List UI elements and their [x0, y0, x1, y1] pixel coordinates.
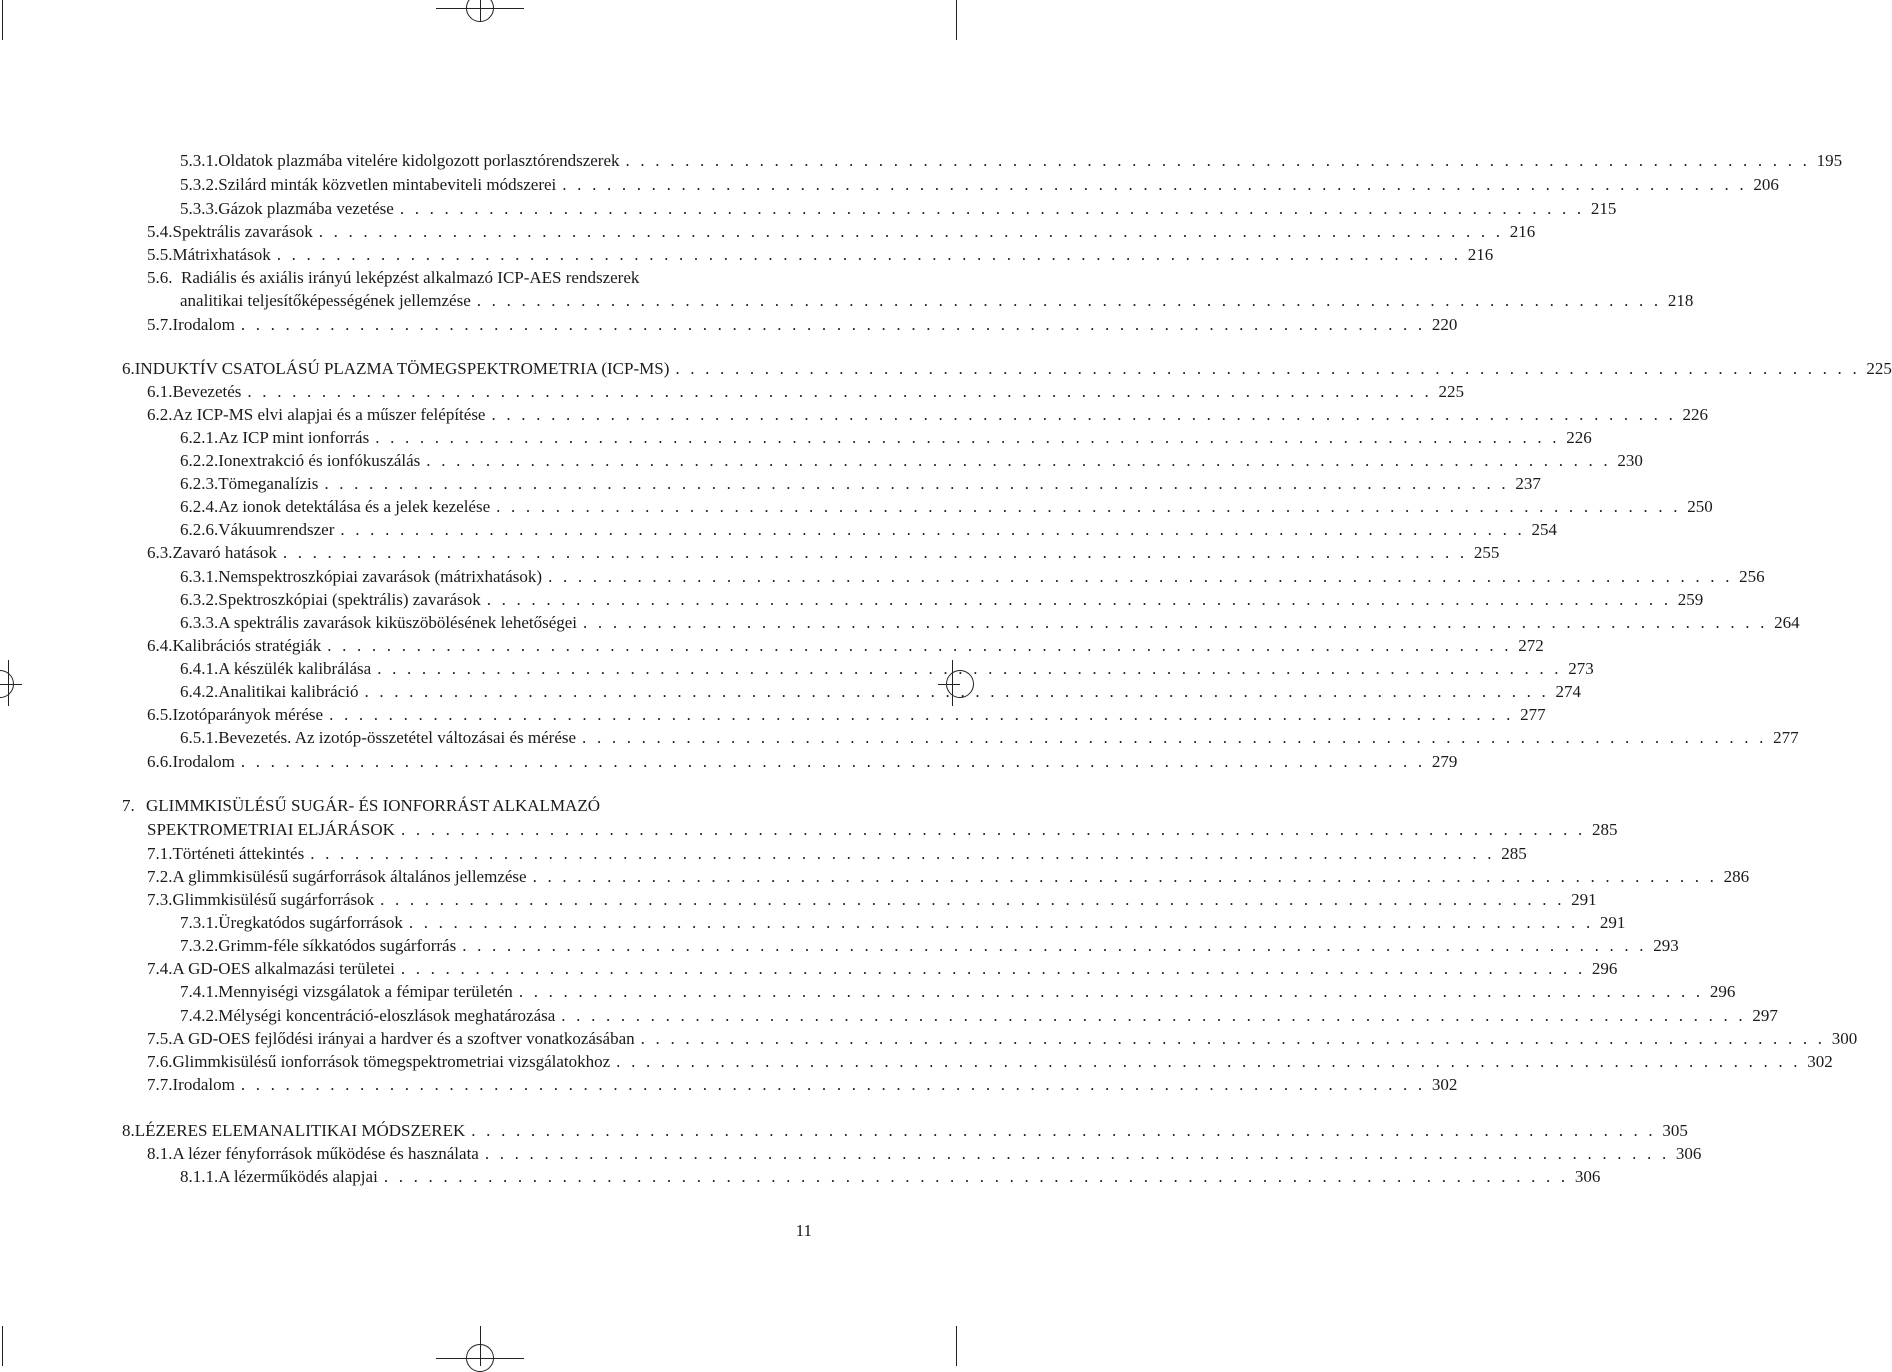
toc-entry-leader-dots: . . . . . . . . . . . . . . . . . . . . . . . . . . . . . . . . . . . . . . . . . . . . . . . . . . . . . . . . . . . . . . . . . . . . . . . . . . . . . . . .	[640, 1029, 1826, 1048]
toc-entry-page: 300	[1831, 1029, 1858, 1048]
toc-entry-leader-dots: . . . . . . . . . . . . . . . . . . . . . . . . . . . . . . . . . . . . . . . . . . . . . . . . . . . . . . . . . . . . . . . . . . . . . . . . . . . . . . . .	[276, 245, 1462, 264]
toc-entry-leader-dots: . . . . . . . . . . . . . . . . . . . . . . . . . . . . . . . . . . . . . . . . . . . . . . . . . . . . . . . . . . . . . . . . . . . . . . . . . . . . . . . .	[310, 844, 1495, 863]
toc-entry-page: 306	[1574, 1167, 1601, 1186]
toc-entry-leader-dots: . . . . . . . . . . . . . . . . . . . . . . . . . . . . . . . . . . . . . . . . . . . . . . . . . . . . . . . . . . . . . . . . . . . . . . . . . . . . . . . .	[616, 1052, 1801, 1071]
toc-entry-number: 5.3.2.	[180, 175, 219, 194]
toc-entry[interactable]	[147, 1143, 1702, 1165]
toc-entry-page: 285	[1592, 820, 1618, 839]
toc-entry-leader-dots: . . . . . . . . . . . . . . . . . . . . . . . . . . . . . . . . . . . . . . . . . . . . . . . . . . . . . . . . . . . . . . . . . . . . . . . . . . . . . . . .	[562, 175, 1747, 194]
toc-entry-number: 8.1.1.	[180, 1167, 219, 1186]
toc-entry-leader-dots: . . . . . . . . . . . . . . . . . . . . . . . . . . . . . . . . . . . . . . . . . . . . . . . . . . . . . . . . . . . . . . . . . . . . . . . . . . . . . . . .	[496, 497, 1681, 516]
toc-entry-number: 7.3.1.	[180, 913, 219, 932]
toc-entry-page: 293	[1653, 936, 1679, 955]
toc-entry-page: 259	[1677, 590, 1704, 609]
toc-entry-title: Irodalom	[172, 1075, 235, 1094]
toc-entry[interactable]	[122, 1120, 1688, 1142]
toc-entry[interactable]	[180, 1005, 1778, 1027]
toc-entry[interactable]	[147, 751, 1458, 773]
toc-entry-leader-dots: . . . . . . . . . . . . . . . . . . . . . . . . . . . . . . . . . . . . . . . . . . . . . . . . . . . . . . . . . . . . . . . . . . . . . . . . . . . . . . . .	[240, 1075, 1426, 1094]
toc-entry[interactable]	[180, 473, 1541, 495]
toc-entry-page: 206	[1753, 175, 1779, 194]
toc-entry-page: 273	[1568, 659, 1594, 678]
toc-entry-leader-dots: . . . . . . . . . . . . . . . . . . . . . . . . . . . . . . . . . . . . . . . . . . . . . . . . . . . . . . . . . . . . . . . . . . . . . . . . . . . . . . . .	[582, 728, 1767, 747]
toc-entry[interactable]	[180, 727, 1799, 749]
toc-entry[interactable]	[180, 589, 1704, 611]
toc-entry-title: Nemspektroszkópiai zavarások (mátrixhatások)	[218, 567, 543, 586]
toc-entry-number: 6.2.6.	[180, 520, 219, 539]
toc-entry-page: 264	[1774, 613, 1800, 632]
toc-entry-leader-dots: . . . . . . . . . . . . . . . . . . . . . . . . . . . . . . . . . . . . . . . . . . . . . . . . . . . . . . . . . . . . . . . . . . . . . . . . . . . . . . . .	[583, 613, 1768, 632]
toc-entry-title: Üregkatódos sugárforrások	[218, 913, 403, 932]
toc-entry-title: Izotóparányok mérése	[172, 705, 324, 724]
toc-entry-leader-dots: . . . . . . . . . . . . . . . . . . . . . . . . . . . . . . . . . . . . . . . . . . . . . . . . . . . . . . . . . . . . . . . . . . . . . . . . . . . . . . . .	[377, 659, 1562, 678]
toc-entry-number: 8.	[122, 1121, 135, 1140]
toc-entry-title: Gázok plazmába vezetése	[218, 199, 394, 218]
toc-entry-number: 6.2.	[147, 405, 173, 424]
toc-entry-page: 306	[1675, 1144, 1702, 1163]
toc-entry-number: 6.3.1.	[180, 567, 219, 586]
toc-entry-number: 5.4.	[147, 222, 173, 241]
toc-entry-page: 226	[1682, 405, 1709, 424]
toc-entry-number: 5.3.1.	[180, 151, 219, 170]
toc-entry-leader-dots: . . . . . . . . . . . . . . . . . . . . . . . . . . . . . . . . . . . . . . . . . . . . . . . . . . . . . . . . . . . . . . . . . . . . . . . . . . . . . . . .	[380, 890, 1565, 909]
toc-entry-title: Szilárd minták közvetlen mintabeviteli módszerei	[218, 175, 557, 194]
toc-entry[interactable]	[147, 381, 1464, 403]
toc-entry-page: 277	[1520, 705, 1546, 724]
toc-entry-title: Tömeganalízis	[218, 474, 319, 493]
toc-entry[interactable]	[180, 198, 1617, 220]
toc-entry[interactable]	[147, 221, 1536, 243]
toc-entry[interactable]	[180, 1166, 1601, 1188]
toc-entry-leader-dots: . . . . . . . . . . . . . . . . . . . . . . . . . . . . . . . . . . . . . . . . . . . . . . . . . . . . . . . . . . . . . . . . . . . . . . . . . . . . . . . .	[408, 913, 1594, 932]
toc-entry[interactable]	[180, 427, 1592, 449]
toc-entry-page: 296	[1709, 982, 1736, 1001]
toc-entry-page: 286	[1723, 867, 1750, 886]
toc-entry-number: 8.1.	[147, 1144, 173, 1163]
toc-entry[interactable]	[180, 150, 1843, 172]
toc-entry[interactable]	[147, 819, 1618, 841]
toc-entry-page: 254	[1531, 520, 1557, 539]
toc-entry-number: 6.3.3.	[180, 613, 219, 632]
toc-entry-page: 297	[1752, 1006, 1778, 1025]
toc-entry-number: 6.4.1.	[180, 659, 219, 678]
toc-entry[interactable]	[147, 244, 1494, 266]
toc-entry-leader-dots: . . . . . . . . . . . . . . . . . . . . . . . . . . . . . . . . . . . . . . . . . . . . . . . . . . . . . . . . . . . . . . . . . . . . . . . . . . . . . . . .	[625, 151, 1811, 170]
toc-entry-page: 220	[1431, 315, 1458, 334]
toc-entry[interactable]	[180, 519, 1557, 541]
toc-entry-leader-dots: . . . . . . . . . . . . . . . . . . . . . . . . . . . . . . . . . . . . . . . . . . . . . . . . . . . . . . . . . . . . . . . . . . . . . . . . . . . . . . . .	[247, 382, 1432, 401]
toc-entry[interactable]	[147, 404, 1709, 426]
toc-entry-leader-dots: . . . . . . . . . . . . . . . . . . . . . . . . . . . . . . . . . . . . . . . . . . . . . . . . . . . . . . . . . . . . . . . . . . . . . . . . . . . . . . . .	[240, 752, 1426, 771]
toc-entry[interactable]	[180, 174, 1779, 196]
toc-entry[interactable]	[180, 658, 1594, 680]
toc-entry-title: Az ICP-MS elvi alapjai és a műszer felépítése	[172, 405, 486, 424]
toc-entry-number: 6.4.2.	[180, 682, 219, 701]
toc-entry-leader-dots: . . . . . . . . . . . . . . . . . . . . . . . . . . . . . . . . . . . . . . . . . . . . . . . . . . . . . . . . . . . . . . . . . . . . . . . . . . . . . . . .	[675, 359, 1860, 378]
toc-entry-page: 256	[1739, 567, 1765, 586]
toc-entry-page: 226	[1566, 428, 1592, 447]
toc-entry-leader-dots: . . . . . . . . . . . . . . . . . . . . . . . . . . . . . . . . . . . . . . . . . . . . . . . . . . . . . . . . . . . . . . . . . . . . . . . . . . . . . . . .	[462, 936, 1647, 955]
toc-entry-page: 291	[1571, 890, 1597, 909]
toc-entry-page: 225	[1438, 382, 1464, 401]
toc-entry-page: 237	[1515, 474, 1541, 493]
toc-entry[interactable]	[180, 981, 1736, 1003]
toc-entry-page: 215	[1590, 199, 1617, 218]
toc-entry-leader-dots: . . . . . . . . . . . . . . . . . . . . . . . . . . . . . . . . . . . . . . . . . . . . . . . . . . . . . . . . . . . . . . . . . . . . . . . . . . . . . . . .	[282, 543, 1468, 562]
toc-entry-title: A spektrális zavarások kiküszöbölésének lehetőségei	[218, 613, 578, 632]
toc-entry-number: 7.6.	[147, 1052, 173, 1071]
toc-entry[interactable]	[122, 358, 1892, 380]
toc-entry-number: 6.	[122, 359, 135, 378]
toc-entry-leader-dots: . . . . . . . . . . . . . . . . . . . . . . . . . . . . . . . . . . . . . . . . . . . . . . . . . . . . . . . . . . . . . . . . . . . . . . . . . . . . . . . .	[561, 1006, 1746, 1025]
toc-entry-page: 302	[1807, 1052, 1833, 1071]
toc-entry-leader-dots: . . . . . . . . . . . . . . . . . . . . . . . . . . . . . . . . . . . . . . . . . . . . . . . . . . . . . . . . . . . . . . . . . . . . . . . . . . . . . . . .	[383, 1167, 1569, 1186]
toc-entry[interactable]	[180, 566, 1765, 588]
toc-entry[interactable]	[147, 267, 639, 289]
toc-entry-number: 6.2.2.	[180, 451, 219, 470]
toc-entry-number: 6.5.1.	[180, 728, 219, 747]
toc-entry-number: 6.3.	[147, 543, 173, 562]
toc-entry-title: Glimmkisülésű sugárforrások	[172, 890, 375, 909]
toc-entry-title: Analitikai kalibráció	[218, 682, 359, 701]
toc-entry-page: 277	[1773, 728, 1799, 747]
toc-entry-number: 5.5.	[147, 245, 173, 264]
toc-entry-page: 225	[1866, 359, 1892, 378]
toc-entry-number: 6.2.3.	[180, 474, 219, 493]
toc-entry[interactable]	[180, 935, 1679, 957]
toc-entry[interactable]	[147, 635, 1544, 657]
toc-entry-leader-dots: . . . . . . . . . . . . . . . . . . . . . . . . . . . . . . . . . . . . . . . . . . . . . . . . . . . . . . . . . . . . . . . . . . . . . . . . . . . . . . . .	[548, 567, 1733, 586]
toc-entry-title: Történeti áttekintés	[172, 844, 305, 863]
toc-entry-title: Oldatok plazmába vitelére kidolgozott porlasztórendszerek	[218, 151, 620, 170]
toc-entry[interactable]	[122, 795, 600, 817]
toc-entry-title: SPEKTROMETRIAI ELJÁRÁSOK	[147, 820, 395, 839]
toc-entry-number: 6.2.4.	[180, 497, 219, 516]
toc-entry-title: Glimmkisülésű ionforrások tömegspektrometriai vizsgálatokhoz	[172, 1052, 611, 1071]
toc-entry-number: 7.2.	[147, 867, 173, 886]
toc-entry-page: 296	[1591, 959, 1618, 978]
toc-entry-page: 305	[1662, 1121, 1688, 1140]
toc-entry-title: Bevezetés. Az izotóp-összetétel változásai és mérése	[218, 728, 577, 747]
toc-entry-title: GLIMMKISÜLÉSŰ SUGÁR- ÉS IONFORRÁST ALKALMAZÓ	[146, 796, 600, 815]
toc-entry-number: 7.	[122, 796, 135, 815]
toc-entry-title: Irodalom	[172, 315, 235, 334]
toc-entry-page: 291	[1599, 913, 1626, 932]
toc-entry-title: Grimm-féle síkkatódos sugárforrás	[218, 936, 457, 955]
toc-entry-title: Irodalom	[172, 752, 235, 771]
toc-entry-leader-dots: . . . . . . . . . . . . . . . . . . . . . . . . . . . . . . . . . . . . . . . . . . . . . . . . . . . . . . . . . . . . . . . . . . . . . . . . . . . . . . . .	[327, 636, 1512, 655]
toc-entry-number: 6.1.	[147, 382, 173, 401]
toc-entry-page: 274	[1555, 682, 1582, 701]
toc-entry-leader-dots: . . . . . . . . . . . . . . . . . . . . . . . . . . . . . . . . . . . . . . . . . . . . . . . . . . . . . . . . . . . . . . . . . . . . . . . . . . . . . . . .	[491, 405, 1677, 424]
toc-entry-number: 7.5.	[147, 1029, 173, 1048]
toc-entry-title: Mátrixhatások	[172, 245, 271, 264]
toc-entry-page: 285	[1501, 844, 1527, 863]
toc-entry-leader-dots: . . . . . . . . . . . . . . . . . . . . . . . . . . . . . . . . . . . . . . . . . . . . . . . . . . . . . . . . . . . . . . . . . . . . . . . . . . . . . . . .	[476, 291, 1662, 310]
toc-entry-number: 6.5.	[147, 705, 173, 724]
toc-entry-number: 6.6.	[147, 752, 173, 771]
toc-entry-title: A GD-OES alkalmazási területei	[172, 959, 395, 978]
toc-entry-leader-dots: . . . . . . . . . . . . . . . . . . . . . . . . . . . . . . . . . . . . . . . . . . . . . . . . . . . . . . . . . . . . . . . . . . . . . . . . . . . . . . . .	[426, 451, 1611, 470]
toc-entry-number: 7.3.2.	[180, 936, 219, 955]
toc-entry[interactable]	[147, 958, 1618, 980]
page-number: 11	[795, 1221, 812, 1240]
toc-entry-number: 7.4.1.	[180, 982, 219, 1001]
toc-entry-title: A készülék kalibrálása	[218, 659, 372, 678]
toc-entry-page: 250	[1687, 497, 1713, 516]
toc-entry-leader-dots: . . . . . . . . . . . . . . . . . . . . . . . . . . . . . . . . . . . . . . . . . . . . . . . . . . . . . . . . . . . . . . . . . . . . . . . . . . . . . . . .	[340, 520, 1525, 539]
toc-entry[interactable]	[147, 1051, 1833, 1073]
toc-entry-leader-dots: . . . . . . . . . . . . . . . . . . . . . . . . . . . . . . . . . . . . . . . . . . . . . . . . . . . . . . . . . . . . . . . . . . . . . . . . . . . . . . . .	[484, 1144, 1670, 1163]
toc-entry-page: 218	[1667, 291, 1694, 310]
toc-entry-leader-dots: . . . . . . . . . . . . . . . . . . . . . . . . . . . . . . . . . . . . . . . . . . . . . . . . . . . . . . . . . . . . . . . . . . . . . . . . . . . . . . . .	[400, 959, 1586, 978]
toc-entry-leader-dots: . . . . . . . . . . . . . . . . . . . . . . . . . . . . . . . . . . . . . . . . . . . . . . . . . . . . . . . . . . . . . . . . . . . . . . . . . . . . . . . .	[324, 474, 1509, 493]
toc-entry[interactable]	[180, 912, 1626, 934]
toc-entry-title: analitikai teljesítőképességének jellemzése	[180, 291, 471, 310]
toc-entry-title: Radiális és axiális irányú leképzést alkalmazó ICP-AES rendszerek	[181, 268, 640, 287]
toc-entry-title: Spektrális zavarások	[172, 222, 313, 241]
toc-entry[interactable]	[147, 542, 1500, 564]
toc-entry-leader-dots: . . . . . . . . . . . . . . . . . . . . . . . . . . . . . . . . . . . . . . . . . . . . . . . . . . . . . . . . . . . . . . . . . . . . . . . . . . . . . . . .	[486, 590, 1672, 609]
toc-entry-leader-dots: . . . . . . . . . . . . . . . . . . . . . . . . . . . . . . . . . . . . . . . . . . . . . . . . . . . . . . . . . . . . . . . . . . . . . . . . . . . . . . . .	[400, 820, 1586, 839]
toc-entry-leader-dots: . . . . . . . . . . . . . . . . . . . . . . . . . . . . . . . . . . . . . . . . . . . . . . . . . . . . . . . . . . . . . . . . . . . . . . . . . . . . . . . .	[364, 682, 1550, 701]
toc-entry[interactable]	[147, 889, 1597, 911]
toc-entry[interactable]	[180, 496, 1713, 518]
toc-entry-title: LÉZERES ELEMANALITIKAI MÓDSZEREK	[134, 1121, 466, 1140]
toc-entry-title: Kalibrációs stratégiák	[172, 636, 322, 655]
toc-entry-title: Az ionok detektálása és a jelek kezelése	[218, 497, 491, 516]
toc-entry-page: 272	[1518, 636, 1544, 655]
toc-entry-number: 5.7.	[147, 315, 173, 334]
toc-entry-page: 302	[1431, 1075, 1458, 1094]
toc-entry[interactable]	[147, 1028, 1858, 1050]
toc-entry-leader-dots: . . . . . . . . . . . . . . . . . . . . . . . . . . . . . . . . . . . . . . . . . . . . . . . . . . . . . . . . . . . . . . . . . . . . . . . . . . . . . . . .	[399, 199, 1585, 218]
toc-entry-title: A GD-OES fejlődési irányai a hardver és a szoftver vonatkozásában	[172, 1029, 635, 1048]
toc-entry-number: 7.3.	[147, 890, 173, 909]
toc-entry[interactable]	[180, 290, 1694, 312]
toc-entry-number: 7.7.	[147, 1075, 173, 1094]
toc-entry-title: Spektroszkópiai (spektrális) zavarások	[218, 590, 481, 609]
toc-entry-title: Mennyiségi vizsgálatok a fémipar területén	[218, 982, 513, 1001]
toc-entry-leader-dots: . . . . . . . . . . . . . . . . . . . . . . . . . . . . . . . . . . . . . . . . . . . . . . . . . . . . . . . . . . . . . . . . . . . . . . . . . . . . . . . .	[240, 315, 1426, 334]
toc-entry-number: 7.1.	[147, 844, 173, 863]
toc-entry[interactable]	[147, 314, 1458, 336]
toc-entry[interactable]	[180, 681, 1582, 703]
toc-entry-page: 279	[1431, 752, 1458, 771]
toc-entry-number: 6.3.2.	[180, 590, 219, 609]
toc-entry-title: Ionextrakció és ionfókuszálás	[218, 451, 421, 470]
toc-entry-title: Bevezetés	[172, 382, 242, 401]
toc-entry-leader-dots: . . . . . . . . . . . . . . . . . . . . . . . . . . . . . . . . . . . . . . . . . . . . . . . . . . . . . . . . . . . . . . . . . . . . . . . . . . . . . . . .	[471, 1121, 1656, 1140]
toc-entry-page: 216	[1509, 222, 1536, 241]
toc-entry[interactable]	[147, 843, 1527, 865]
toc-entry-number: 7.4.	[147, 959, 173, 978]
toc-entry-title: A glimmkisülésű sugárforrások általános jellemzése	[172, 867, 527, 886]
toc-entry-leader-dots: . . . . . . . . . . . . . . . . . . . . . . . . . . . . . . . . . . . . . . . . . . . . . . . . . . . . . . . . . . . . . . . . . . . . . . . . . . . . . . . .	[518, 982, 1704, 1001]
toc-entry-page: 195	[1816, 151, 1843, 170]
toc-entry-leader-dots: . . . . . . . . . . . . . . . . . . . . . . . . . . . . . . . . . . . . . . . . . . . . . . . . . . . . . . . . . . . . . . . . . . . . . . . . . . . . . . . .	[375, 428, 1560, 447]
toc-entry-title: INDUKTÍV CSATOLÁSÚ PLAZMA TÖMEGSPEKTROMETRIA (ICP-MS)	[134, 359, 670, 378]
toc-entry-number: 7.4.2.	[180, 1006, 219, 1025]
toc-entry-title: Zavaró hatások	[172, 543, 277, 562]
toc-entry-title: A lézer fényforrások működése és használata	[172, 1144, 479, 1163]
toc-entry[interactable]	[180, 612, 1800, 634]
toc-entry-number: 5.6.	[147, 268, 173, 287]
toc-entry[interactable]	[180, 450, 1643, 472]
toc-entry-number: 6.2.1.	[180, 428, 219, 447]
toc-entry[interactable]	[147, 866, 1750, 888]
toc-entry-page: 216	[1467, 245, 1494, 264]
toc-entry-title: A lézerműködés alapjai	[218, 1167, 378, 1186]
toc-entry-page: 230	[1617, 451, 1643, 470]
toc-entry-leader-dots: . . . . . . . . . . . . . . . . . . . . . . . . . . . . . . . . . . . . . . . . . . . . . . . . . . . . . . . . . . . . . . . . . . . . . . . . . . . . . . . .	[329, 705, 1514, 724]
toc-entry-title: Mélységi koncentráció-eloszlások meghatározása	[218, 1006, 556, 1025]
toc-entry-number: 6.4.	[147, 636, 173, 655]
toc-entry[interactable]	[147, 1074, 1458, 1096]
toc-entry-number: 5.3.3.	[180, 199, 219, 218]
toc-entry[interactable]	[147, 704, 1546, 726]
toc-entry-leader-dots: . . . . . . . . . . . . . . . . . . . . . . . . . . . . . . . . . . . . . . . . . . . . . . . . . . . . . . . . . . . . . . . . . . . . . . . . . . . . . . . .	[318, 222, 1504, 241]
toc-entry-title: Vákuumrendszer	[218, 520, 335, 539]
toc-entry-page: 255	[1473, 543, 1500, 562]
toc-entry-leader-dots: . . . . . . . . . . . . . . . . . . . . . . . . . . . . . . . . . . . . . . . . . . . . . . . . . . . . . . . . . . . . . . . . . . . . . . . . . . . . . . . .	[532, 867, 1718, 886]
toc-entry-title: Az ICP mint ionforrás	[218, 428, 370, 447]
